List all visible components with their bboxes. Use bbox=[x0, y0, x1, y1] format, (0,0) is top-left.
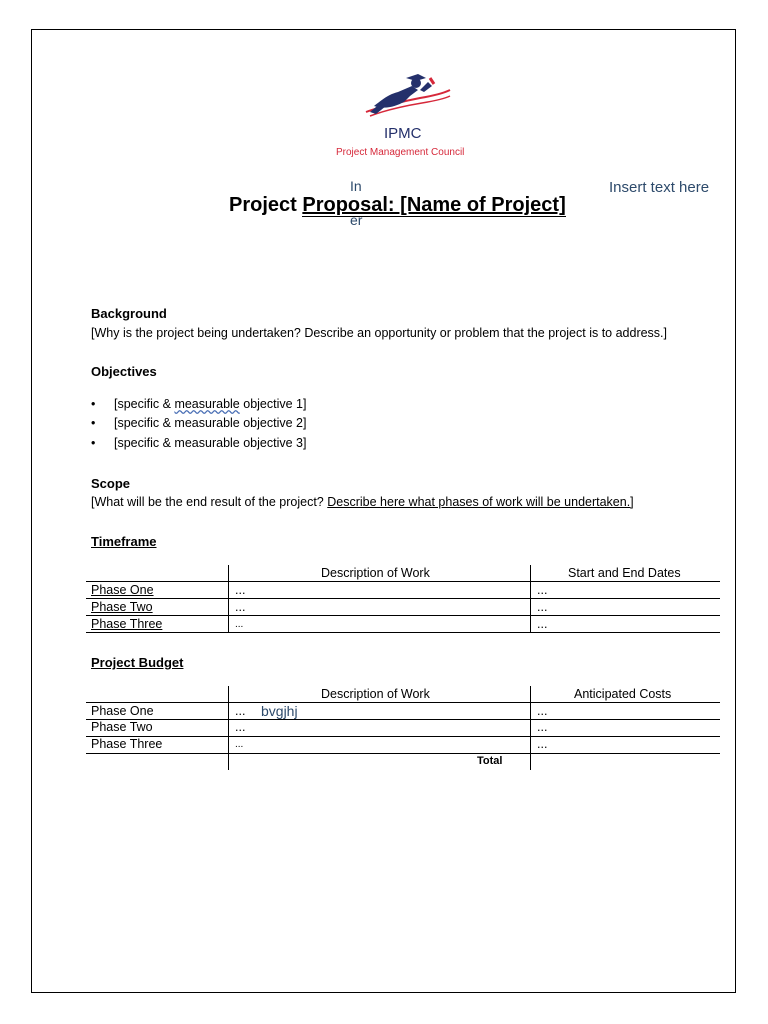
table-cell: ... bbox=[235, 739, 244, 750]
title-underlined: Proposal: [Name of Project] bbox=[302, 194, 566, 216]
column-header: Description of Work bbox=[321, 687, 430, 701]
bullet-icon: • bbox=[91, 416, 96, 430]
table-cell: ... bbox=[235, 600, 246, 614]
background-text: [Why is the project being undertaken? Describe an opportunity or problem that the project is to address.] bbox=[91, 326, 668, 340]
table-cell: ... bbox=[537, 704, 548, 718]
table-cell: ... bbox=[537, 583, 548, 597]
background-heading: Background bbox=[91, 306, 167, 321]
table-cell: Phase One bbox=[91, 583, 154, 597]
table-cell: Phase Three bbox=[91, 737, 163, 751]
table-cell: ... bbox=[235, 583, 246, 597]
table-divider bbox=[530, 565, 531, 633]
table-cell: Phase One bbox=[91, 704, 154, 718]
table-rule bbox=[86, 598, 720, 599]
logo-subtitle: Project Management Council bbox=[336, 147, 465, 158]
table-cell: ... bbox=[537, 720, 548, 734]
column-header: Start and End Dates bbox=[568, 566, 681, 580]
total-label: Total bbox=[477, 755, 503, 767]
budget-heading: Project Budget bbox=[91, 655, 184, 670]
table-cell: ... bbox=[537, 617, 548, 631]
table-cell: ... bbox=[235, 720, 246, 734]
handwritten-text[interactable]: bvgjhj bbox=[261, 703, 298, 719]
table-rule bbox=[86, 719, 720, 720]
insert-text-box[interactable]: Insert text here bbox=[609, 179, 710, 196]
objective-1-post: objective 1] bbox=[239, 397, 307, 411]
scope-text-plain: [What will be the end result of the project? bbox=[91, 495, 328, 509]
table-cell: ... bbox=[235, 619, 244, 630]
table-rule bbox=[86, 702, 720, 703]
table-divider bbox=[228, 565, 229, 633]
table-rule bbox=[86, 753, 720, 754]
table-rule bbox=[86, 581, 720, 582]
table-rule bbox=[86, 736, 720, 737]
table-cell: Phase Two bbox=[91, 600, 153, 614]
table-divider bbox=[228, 686, 229, 770]
scope-heading: Scope bbox=[91, 476, 131, 491]
column-header: Anticipated Costs bbox=[574, 687, 672, 701]
table-cell: Phase Three bbox=[91, 617, 163, 631]
table-rule bbox=[86, 615, 720, 616]
document-page bbox=[31, 29, 736, 993]
scope-text-underlined: Describe here what phases of work will be undertaken.] bbox=[327, 495, 634, 509]
floating-text-1: In bbox=[350, 178, 362, 194]
bullet-icon: • bbox=[91, 397, 96, 411]
ipmc-logo-graphic bbox=[360, 72, 452, 124]
scope-text bbox=[91, 495, 634, 509]
objectives-heading: Objectives bbox=[91, 364, 157, 379]
table-divider bbox=[530, 686, 531, 770]
title-prefix: Project bbox=[229, 194, 303, 216]
objective-1-pre: [specific & bbox=[114, 397, 175, 411]
logo-title: IPMC bbox=[384, 125, 422, 142]
objective-text: [specific & measurable objective 3] bbox=[114, 436, 307, 450]
bullet-icon: • bbox=[91, 436, 96, 450]
table-cell: ... bbox=[537, 600, 548, 614]
objective-text: [specific & measurable objective 2] bbox=[114, 416, 307, 430]
table-cell: ... bbox=[235, 704, 246, 718]
table-cell: ... bbox=[537, 737, 548, 751]
page-title bbox=[229, 194, 566, 217]
column-header: Description of Work bbox=[321, 566, 430, 580]
floating-text-2: er bbox=[350, 212, 363, 228]
timeframe-heading: Timeframe bbox=[91, 534, 157, 549]
table-rule bbox=[86, 632, 720, 633]
objective-1-word: measurable bbox=[174, 397, 240, 411]
table-cell: Phase Two bbox=[91, 720, 153, 734]
